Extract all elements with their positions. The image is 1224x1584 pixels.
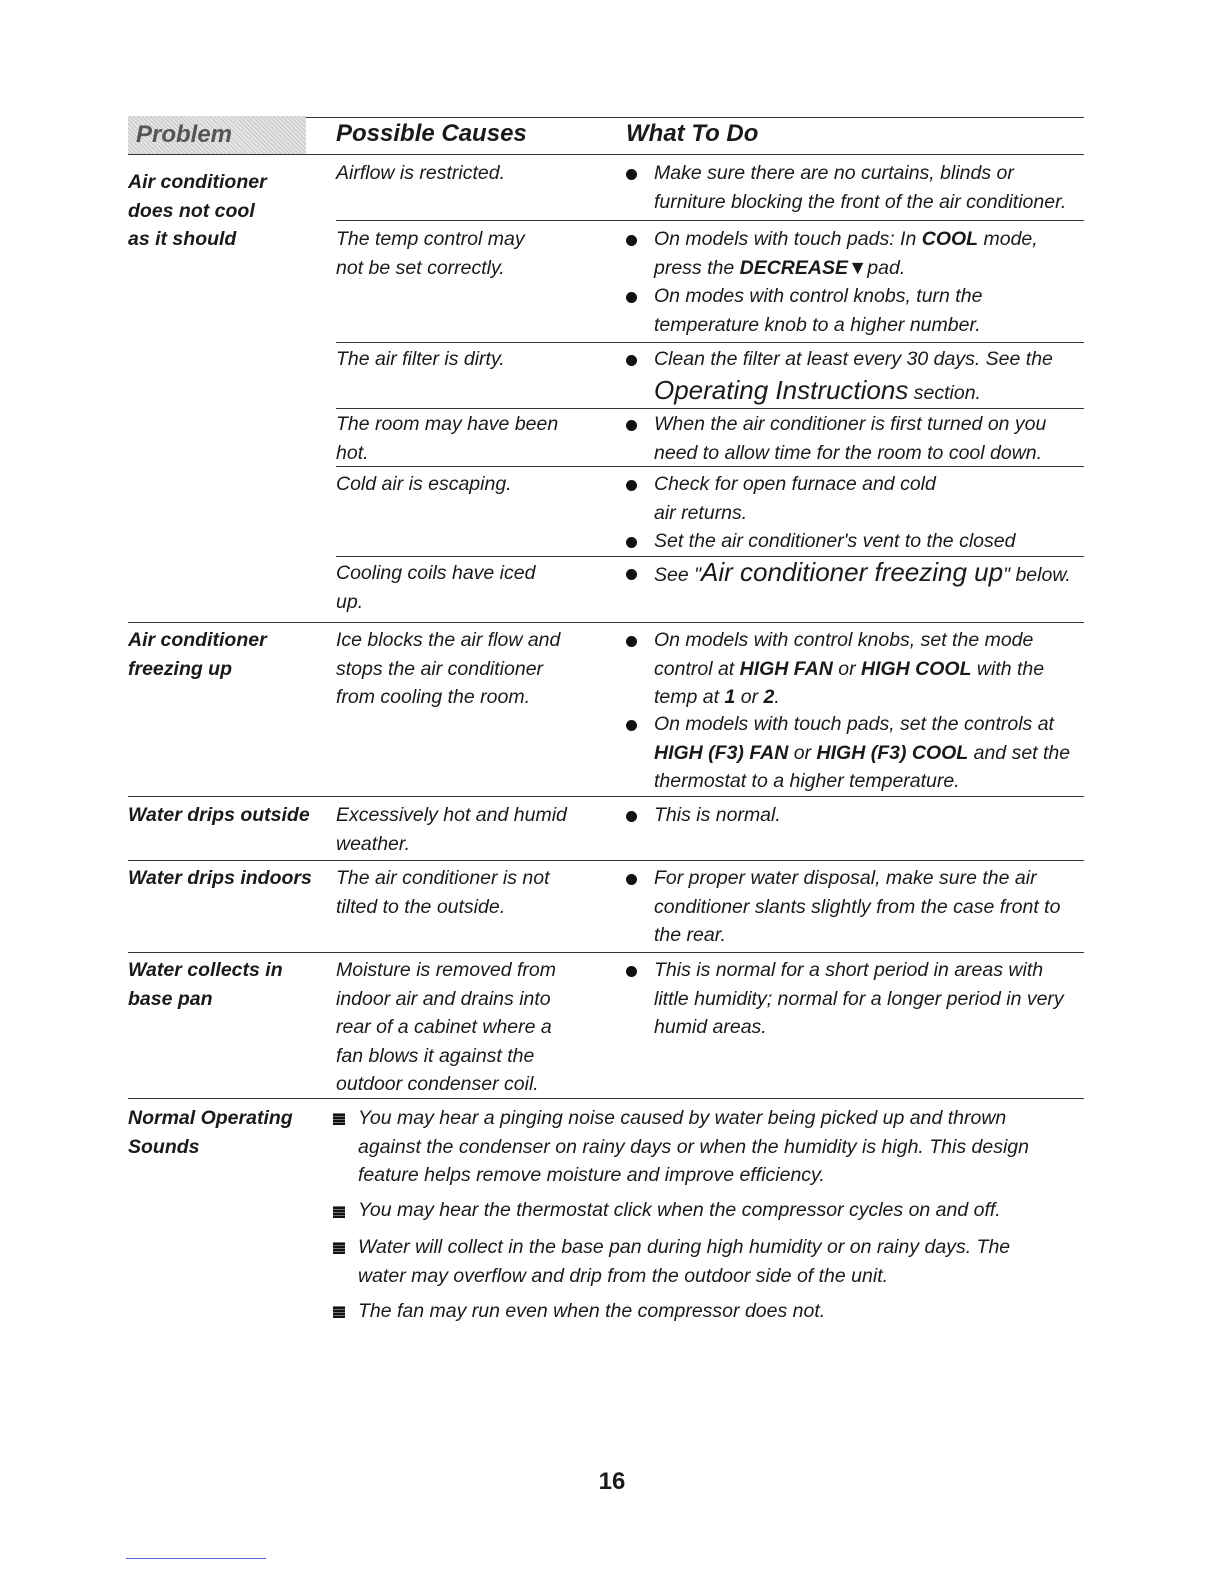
todo-allow-time: [654, 410, 1094, 467]
todo-line: When the air conditioner is first turned on you: [654, 413, 1047, 435]
sound-water-collect: [358, 1233, 1088, 1290]
todo-line: Check for open furnace and cold: [654, 473, 936, 495]
square-bullet-icon: [333, 1113, 345, 1125]
todo-vent-closed: [654, 527, 1094, 556]
text: press the: [654, 256, 740, 279]
cause-moisture-removed: [336, 956, 596, 1099]
todo-line: humid areas.: [654, 1016, 767, 1038]
todo-line: [654, 655, 1094, 684]
problem-does-not-cool: [128, 168, 267, 254]
cause-line: The air conditioner is not: [336, 867, 550, 889]
todo-line: On models with control knobs, set the mode: [654, 629, 1034, 651]
cause-line: The air filter is dirty.: [336, 348, 505, 370]
text: or: [788, 741, 817, 764]
text: mode,: [978, 228, 1038, 250]
text: pad.: [867, 256, 906, 279]
sound-fan-run: [358, 1297, 1088, 1326]
section-rule: [128, 796, 1084, 797]
text: On models with touch pads: In: [654, 228, 922, 250]
problem-line: Normal Operating: [128, 1107, 293, 1129]
problem-water-drips-outside: Water drips outside: [128, 804, 310, 826]
cause-line: rear of a cabinet where a: [336, 1016, 552, 1038]
problem-line: base pan: [128, 987, 213, 1010]
square-bullet-icon: [333, 1242, 345, 1254]
high-f3-fan-text: HIGH (F3) FAN: [654, 741, 789, 764]
todo-line: On modes with control knobs, turn the: [654, 285, 983, 307]
bullet-icon: [626, 720, 637, 731]
todo-knob-mode: [654, 626, 1094, 712]
todo-touch-pads: [654, 225, 1094, 282]
todo-airflow: [654, 159, 1094, 216]
cause-line: Cold air is escaping.: [336, 473, 512, 495]
cause-line: fan blows it against the: [336, 1044, 535, 1067]
cause-line: Airflow is restricted.: [336, 162, 506, 184]
todo-line: furniture blocking the front of the air conditioner.: [654, 190, 1067, 213]
cause-cold-air-escaping: [336, 470, 596, 499]
what-to-do-header: What To Do: [626, 120, 759, 147]
bullet-icon: [626, 292, 637, 303]
bullet-icon: [626, 420, 637, 431]
section-rule: [128, 952, 1084, 953]
bullet-icon: [626, 355, 637, 366]
todo-normal-short-period: [654, 956, 1094, 1042]
sound-line: You may hear a pinging noise caused by water being picked up and thrown: [358, 1107, 1007, 1129]
cause-ice-blocks: [336, 626, 596, 712]
footer-rule: [126, 1558, 266, 1559]
cause-line: The room may have been: [336, 413, 559, 435]
problem-header-label: Problem: [136, 121, 233, 148]
text: temp at: [654, 686, 725, 708]
todo-line: the rear.: [654, 924, 726, 946]
todo-line: [654, 739, 1094, 768]
high-f3-cool-text: HIGH (F3) COOL: [816, 741, 969, 764]
row-rule: [336, 408, 1084, 409]
todo-line: need to allow time for the room to cool down.: [654, 441, 1043, 464]
problem-header: [128, 116, 306, 154]
possible-causes-header: Possible Causes: [336, 120, 527, 147]
row-rule: [336, 220, 1084, 221]
todo-line: little humidity; normal for a longer period in very: [654, 987, 1064, 1010]
cause-line: stops the air conditioner: [336, 657, 544, 680]
problem-freezing-up: [128, 626, 267, 683]
todo-line: [654, 556, 1094, 591]
cause-line: The temp control may: [336, 228, 525, 250]
todo-clean-filter: [654, 345, 1094, 409]
problem-normal-sounds: [128, 1104, 293, 1161]
cool-mode-text: COOL: [921, 228, 979, 250]
sound-line: The fan may run even when the compressor does not.: [358, 1300, 826, 1322]
sound-line: You may hear the thermostat click when the compressor cycles on and off.: [358, 1199, 1001, 1221]
todo-line: Set the air conditioner's vent to the closed: [654, 530, 1016, 552]
high-fan-text: HIGH FAN: [739, 657, 833, 680]
cause-line: from cooling the room.: [336, 686, 531, 708]
operating-instructions-ref: Operating Instructions: [654, 374, 909, 405]
cause-line: Moisture is removed from: [336, 959, 556, 981]
todo-water-disposal: [654, 864, 1094, 950]
todo-line: air returns.: [654, 501, 748, 524]
sound-line: Water will collect in the base pan during high humidity or on rainy days. The: [358, 1236, 1011, 1258]
sound-thermostat-click: [358, 1196, 1088, 1225]
sound-pinging: [358, 1104, 1088, 1190]
cause-coils-iced: [336, 559, 596, 616]
cause-line: Excessively hot and humid: [336, 804, 567, 826]
cause-room-hot: [336, 410, 596, 467]
cause-line: outdoor condenser coil.: [336, 1073, 539, 1095]
bullet-icon: [626, 811, 637, 822]
problem-line: Sounds: [128, 1135, 200, 1158]
setting-one-text: 1: [724, 686, 736, 708]
text: control at: [654, 657, 740, 680]
cause-filter-dirty: [336, 345, 596, 374]
todo-line: Clean the filter at least every 30 days. See the: [654, 348, 1053, 370]
todo-line: [654, 683, 1094, 712]
cause-line: Ice blocks the air flow and: [336, 629, 561, 651]
text: .: [774, 686, 780, 708]
text: " below.: [1003, 564, 1071, 586]
text: or: [735, 686, 764, 708]
problem-line: Water collects in: [128, 959, 283, 981]
sound-line: feature helps remove moisture and improve efficiency.: [358, 1164, 825, 1186]
row-rule: [336, 466, 1084, 467]
todo-line: For proper water disposal, make sure the air: [654, 867, 1037, 889]
todo-line: This is normal for a short period in areas with: [654, 959, 1044, 981]
problem-line: Air conditioner: [128, 171, 267, 193]
problem-line: Air conditioner: [128, 629, 267, 651]
section-rule: [128, 860, 1084, 861]
cause-not-tilted: [336, 864, 596, 921]
sound-line: water may overflow and drip from the outdoor side of the unit.: [358, 1264, 889, 1287]
todo-see-freezing: [654, 556, 1094, 591]
row-rule: [336, 342, 1084, 343]
bullet-icon: [626, 235, 637, 246]
cause-line: tilted to the outside.: [336, 895, 506, 918]
todo-line: [654, 225, 1094, 254]
todo-touch-pads-settings: [654, 710, 1094, 796]
problem-line: as it should: [128, 228, 237, 250]
bullet-icon: [626, 569, 637, 580]
todo-line: Make sure there are no curtains, blinds or: [654, 162, 1014, 184]
cause-airflow: [336, 159, 596, 188]
text: with the: [971, 657, 1045, 680]
bullet-icon: [626, 480, 637, 491]
text: See ": [654, 564, 702, 586]
section-rule: [128, 622, 1084, 623]
todo-line: [654, 374, 1094, 409]
todo-control-knobs: [654, 282, 1094, 339]
square-bullet-icon: [333, 1306, 345, 1318]
cause-hot-humid: [336, 801, 596, 858]
bullet-icon: [626, 537, 637, 548]
freezing-up-ref: Air conditioner freezing up: [701, 557, 1004, 587]
cause-line: indoor air and drains into: [336, 987, 551, 1010]
todo-normal: This is normal.: [654, 804, 781, 826]
header-top-rule: [306, 117, 1084, 118]
cause-temp-control: [336, 225, 596, 282]
setting-two-text: 2: [763, 686, 775, 708]
problem-line: does not cool: [128, 199, 255, 222]
cause-line: hot.: [336, 441, 369, 464]
bullet-icon: [626, 966, 637, 977]
todo-line: thermostat to a higher temperature.: [654, 770, 960, 792]
text: section.: [908, 381, 981, 404]
problem-water-collects: [128, 956, 283, 1013]
cause-line: not be set correctly.: [336, 256, 505, 279]
todo-line: conditioner slants slightly from the case front to: [654, 895, 1061, 918]
section-rule: [128, 1098, 1084, 1099]
problem-water-drips-indoors: Water drips indoors: [128, 867, 312, 889]
text: and set the: [968, 741, 1071, 764]
high-cool-text: HIGH COOL: [861, 657, 972, 680]
todo-line: [654, 254, 1094, 283]
square-bullet-icon: [333, 1206, 345, 1218]
bullet-icon: [626, 636, 637, 647]
todo-line: On models with touch pads, set the controls at: [654, 713, 1054, 735]
todo-check-furnace: [654, 470, 1094, 527]
sound-line: against the condenser on rainy days or when the humidity is high. This design: [358, 1135, 1029, 1158]
todo-line: temperature knob to a higher number.: [654, 313, 981, 336]
text: or: [832, 657, 861, 680]
cause-line: Cooling coils have iced: [336, 562, 536, 584]
page-number: 16: [598, 1468, 626, 1495]
bullet-icon: [626, 169, 637, 180]
decrease-pad-text: DECREASE▼: [739, 256, 868, 279]
problem-line: freezing up: [128, 657, 233, 680]
bullet-icon: [626, 874, 637, 885]
cause-line: up.: [336, 590, 364, 613]
cause-line: weather.: [336, 832, 411, 855]
header-bottom-rule: [128, 154, 1084, 155]
